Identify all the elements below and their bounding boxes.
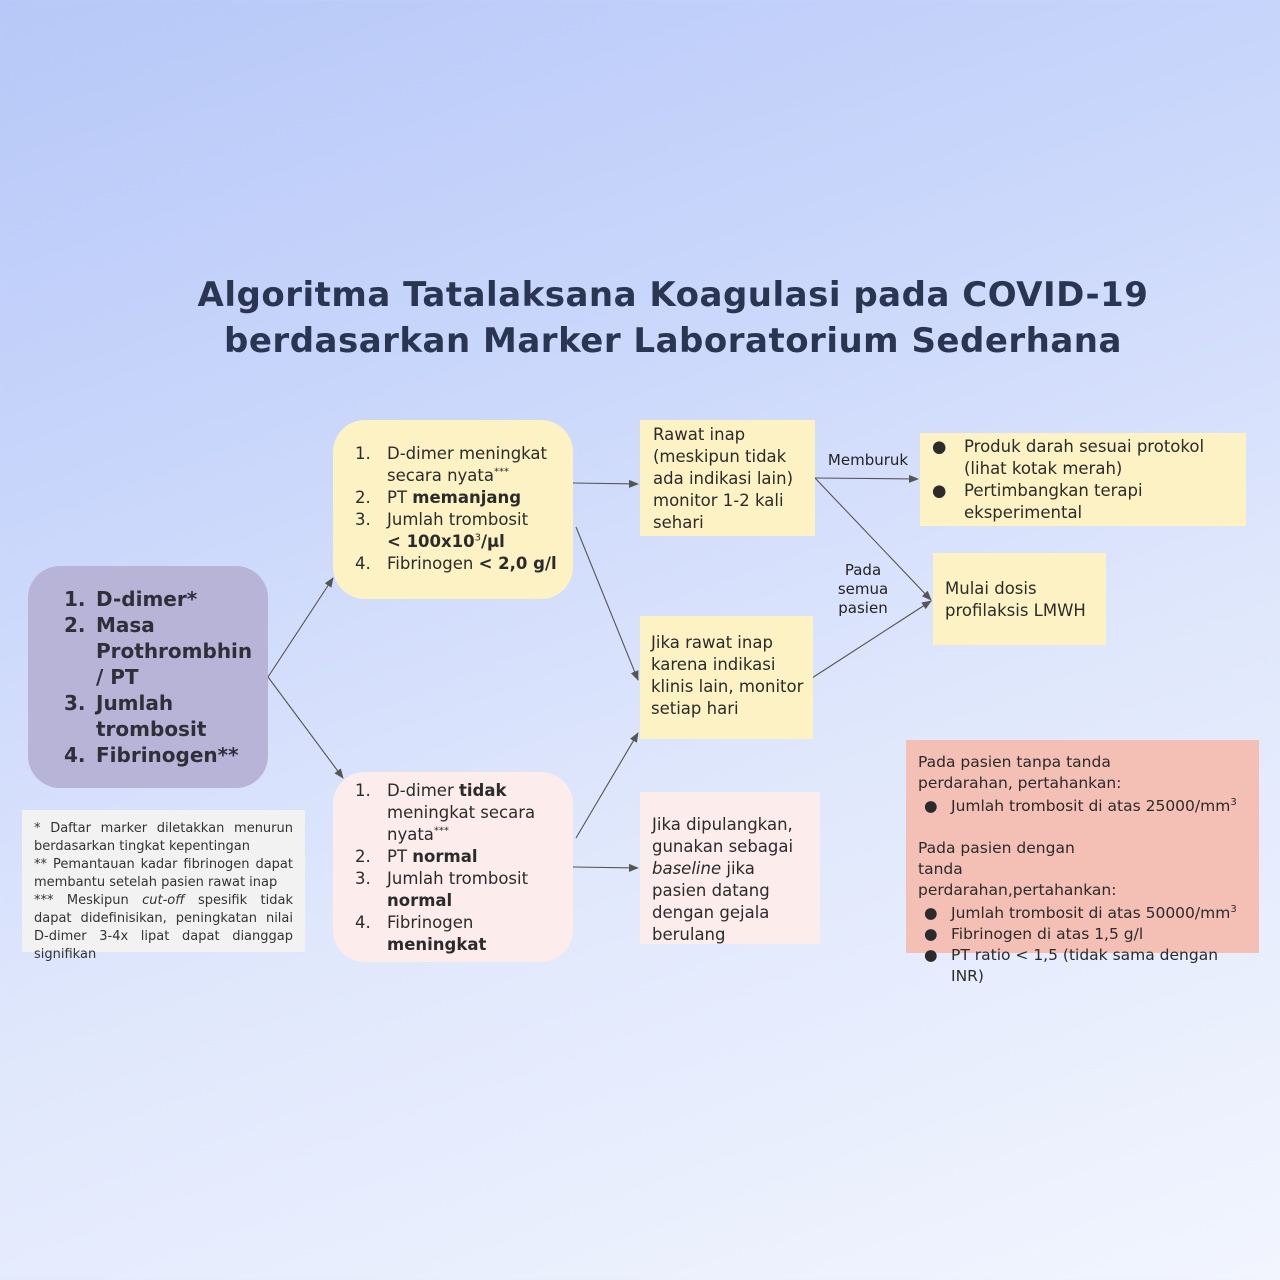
normal-item-ddimer: 1. D-dimer tidak meningkat secara nyata*** [355, 781, 536, 844]
edge-label-worsen: Memburuk [827, 451, 909, 469]
arrow-inpatient-to-worsen-box [815, 478, 918, 479]
arrow-markers-to-abnormal [268, 578, 333, 677]
abnormal-item-ddimer: 1. D-dimer meningkat secara nyata*** [355, 444, 548, 485]
worsen-item: ● Produk darah sesuai protokol (lihat kotak merah) [932, 437, 1205, 478]
red-box-item: ● PT ratio < 1,5 (tidak sama dengan INR) [924, 946, 1219, 985]
footnote-3: *** Meskipun cut-off spesifik tidak dapat didefinisikan, peningkatan nilai D-dimer 3-4x lipat dapat dianggap signifikan [34, 893, 293, 962]
abnormal-item-pt: 2. PT memanjang [355, 488, 522, 507]
arrow-abnormal-to-inpatient [573, 483, 638, 484]
lab-marker-item: 2. Masa Prothrombhin / PT [64, 613, 253, 689]
lab-markers-box [28, 566, 268, 788]
lab-marker-item: 1. D-dimer* [64, 587, 198, 611]
red-box-heading-2: Pada pasien dengan tanda perdarahan,pertahankan: [918, 839, 1117, 899]
red-box-list-2 [918, 903, 1249, 987]
worsen-list [928, 436, 1240, 524]
inpatient-text: Rawat inap (meskipun tidak ada indikasi lain) monitor 1-2 kali sehari [653, 425, 794, 532]
lab-markers-list [64, 586, 254, 768]
arrow-markers-to-normal [268, 677, 343, 778]
normal-findings-list [355, 780, 561, 956]
worsen-item: ● Pertimbangkan terapi eksperimental [932, 481, 1143, 522]
lmwh-text: Mulai dosis profilaksis LMWH [945, 579, 1086, 620]
red-box-list-1 [918, 796, 1249, 817]
abnormal-item-fibrinogen: 4. Fibrinogen < 2,0 g/l [355, 554, 557, 573]
lmwh-box [933, 553, 1106, 645]
arrow-abnormal-to-other-indication [576, 527, 638, 680]
normal-item-pt: 2. PT normal [355, 847, 478, 866]
inpatient-box [640, 420, 815, 536]
other-indication-box [640, 616, 813, 739]
red-box-item: ● Fibrinogen di atas 1,5 g/l [924, 925, 1144, 943]
abnormal-item-platelets: 3. Jumlah trombosit < $100x10^3/\mu l$ [355, 510, 529, 551]
arrow-normal-to-other-indication [576, 733, 638, 838]
footnote-1: * Daftar marker diletakkan menurun berdasarkan tingkat kepentingan [34, 821, 293, 854]
lab-marker-item: 4. Fibrinogen** [64, 743, 239, 767]
red-box-heading-1: Pada pasien tanpa tanda perdarahan, pertahankan: [918, 753, 1122, 792]
abnormal-findings-list [355, 443, 561, 575]
footnotes-box [22, 810, 305, 962]
red-box-item: ● Jumlah trombosit di atas $50000/mm^3$ [924, 903, 1237, 922]
title-line-2: berdasarkan Marker Laboratorium Sederhana [224, 321, 1122, 361]
bleeding-management-box [906, 740, 1259, 985]
title-line-1: Algoritma Tatalaksana Koagulasi pada COVID-19 [197, 275, 1149, 315]
lab-marker-item: 3. Jumlah trombosit [64, 691, 207, 741]
abnormal-findings-box [333, 420, 573, 599]
edge-label-all-patients: Pada semua pasien [837, 561, 889, 617]
normal-findings-box [333, 772, 573, 962]
normal-item-platelets: 3. Jumlah trombosit normal [355, 869, 529, 910]
red-box-item: ● Jumlah trombosit di atas $25000/mm^3$ [924, 796, 1237, 815]
worsen-box [920, 433, 1246, 526]
other-indication-text: Jika rawat inap karena indikasi klinis lain, monitor setiap hari [651, 633, 804, 718]
arrow-normal-to-discharged [573, 867, 638, 868]
footnote-2: ** Pemantauan kadar fibrinogen dapat membantu setelah pasien rawat inap [34, 857, 293, 890]
normal-item-fibrinogen: 4. Fibrinogen meningkat [355, 913, 487, 954]
discharged-box: Jika dipulangkan, gunakan sebagai baseline jika pasien datang dengan gejala berulang [640, 792, 820, 944]
